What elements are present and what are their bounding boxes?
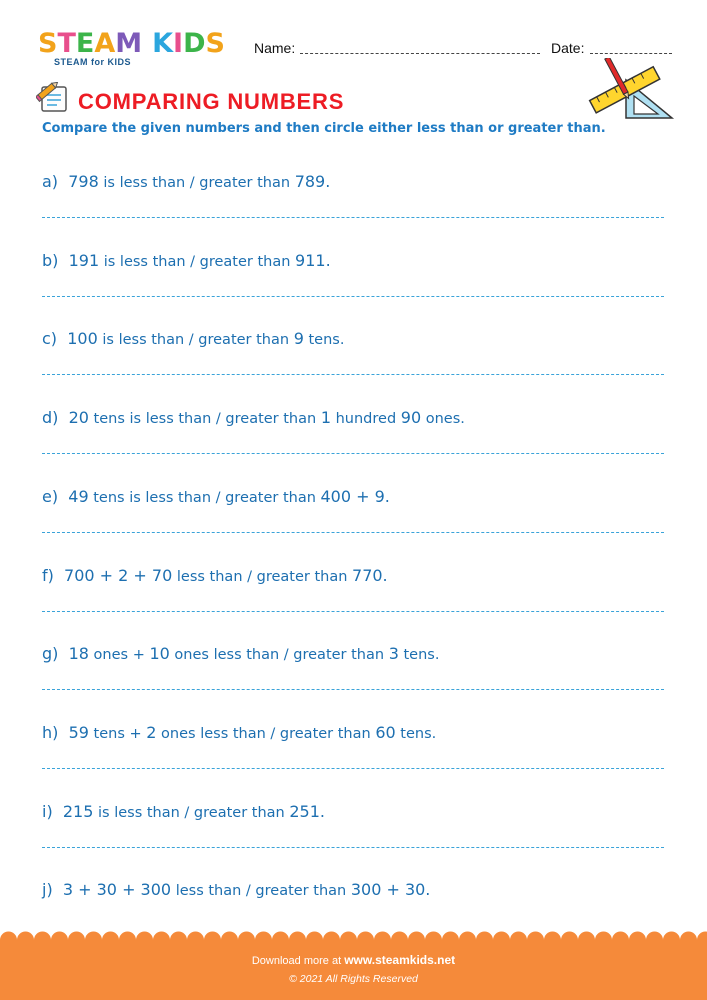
question-text: tens + [88,726,147,742]
question-letter: h) [42,723,69,742]
question-item [42,329,662,353]
question-letter: d) [42,408,69,427]
question-number: 2 [146,723,157,742]
question-letter: j) [42,880,63,899]
question-number: 3 + 30 + 300 [62,880,172,899]
question-number: 911. [295,251,331,270]
question-text: tens. [395,726,437,742]
question-text: is less than / greater than [99,254,296,270]
logo-letter: S [38,28,58,59]
question-item [42,644,662,668]
date-label: Date: [551,40,585,56]
footer-bar [0,940,707,1000]
question-text: is less than / greater than [97,332,294,348]
question-number: 789. [294,172,331,191]
footer-site-link[interactable]: www.steamkids.net [344,953,456,967]
answer-line[interactable] [42,374,664,375]
question-item [42,487,662,511]
question-letter: c) [42,329,68,348]
question-number: 10 [149,644,170,663]
logo-letter: A [94,28,116,59]
question-number: 9 [293,329,304,348]
question-number: 90 [400,408,422,427]
question-letter: g) [42,644,69,663]
footer-copyright: © 2021 All Rights Reserved [289,973,418,985]
worksheet-icon [36,82,70,114]
question-number: 18 [68,644,89,663]
question-text: tens is less than / greater than [88,411,321,427]
footer-download-text: Download more at [251,955,345,967]
logo-letter: E [75,28,95,59]
question-text: less than / greater than [171,883,351,899]
question-text: tens is less than / greater than [88,490,321,506]
answer-line[interactable] [42,217,664,218]
logo-letter [142,30,152,58]
question-letter: b) [42,251,69,270]
worksheet-title: COMPARING NUMBERS [78,89,345,114]
question-number: 49 [68,487,89,506]
answer-line[interactable] [42,296,664,297]
question-item [42,802,662,826]
question-number: 400 + 9. [320,487,390,506]
question-item [42,251,662,275]
answer-line[interactable] [42,453,664,454]
question-item [42,566,662,590]
footer-download [0,953,707,967]
question-text: tens. [303,332,345,348]
logo-letter: I [173,28,184,59]
question-text: ones + [88,647,150,663]
question-item [42,723,662,747]
steam-kids-logo [38,30,225,58]
question-item [42,172,662,196]
question-text: ones. [421,411,465,427]
ruler-and-set-square-icon [586,58,676,128]
date-field[interactable] [590,53,672,54]
question-number: 798 [68,172,99,191]
question-number: 20 [68,408,89,427]
question-item [42,880,662,904]
logo-letter: K [152,28,174,59]
question-number: 100 [67,329,98,348]
logo-letter: S [205,28,225,59]
question-letter: i) [42,802,63,821]
question-text: is less than / greater than [98,175,295,191]
instructions: Compare the given numbers and then circle either less than or greater than. [42,121,606,136]
logo-letter: D [183,28,206,59]
question-number: 770. [352,566,388,585]
question-letter: f) [42,566,65,585]
question-number: 59 [68,723,89,742]
answer-line[interactable] [42,768,664,769]
question-number: 300 + 30. [350,880,431,899]
question-number: 251. [289,802,325,821]
question-text: hundred [331,411,401,427]
name-field[interactable] [300,53,540,54]
question-number: 60 [375,723,396,742]
question-number: 700 + 2 + 70 [64,566,173,585]
question-number: 1 [320,408,331,427]
question-item [42,408,662,432]
question-number: 215 [62,802,94,821]
question-letter: e) [42,487,69,506]
logo-letter: M [115,28,143,59]
answer-line[interactable] [42,689,664,690]
question-text: tens. [398,647,440,663]
question-text: ones less than / greater than [156,726,376,742]
name-label: Name: [254,40,296,56]
question-letter: a) [42,172,69,191]
question-text: less than / greater than [172,569,353,585]
question-text: is less than / greater than [93,805,290,821]
question-number: 3 [388,644,399,663]
question-number: 191 [68,251,100,270]
logo-letter: T [57,28,76,59]
answer-line[interactable] [42,847,664,848]
question-text: ones less than / greater than [169,647,389,663]
logo-subtitle: STEAM for KIDS [54,57,132,67]
answer-line[interactable] [42,532,664,533]
answer-line[interactable] [42,611,664,612]
